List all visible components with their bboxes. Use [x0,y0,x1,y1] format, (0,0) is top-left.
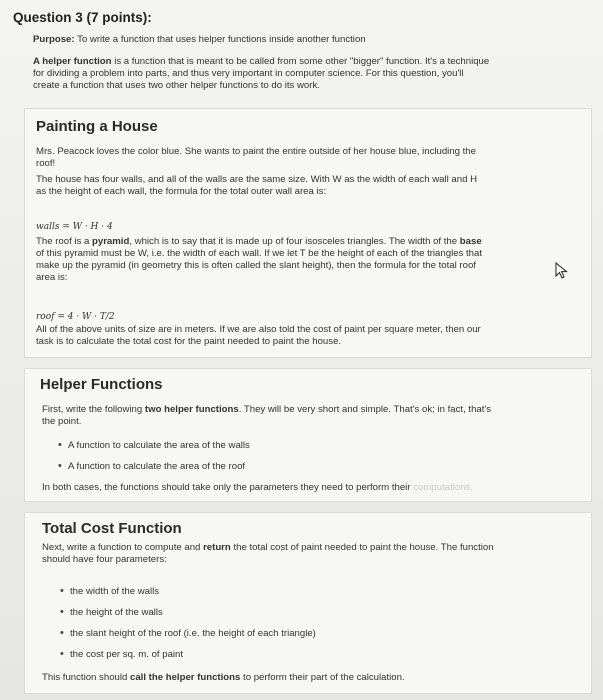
helper-term: A helper function [33,56,112,67]
helpers-intro: First, write the following two helper functions. They will be very short and simple. That's ok; in fact, that's the point. [42,404,492,427]
list-item: • the width of the walls [70,586,159,597]
total-outro: This function should call the helper functions to perform their part of the calculation. [42,672,405,683]
roof-formula: roof = 4 · W · T/2 [36,312,115,322]
total-heading: Total Cost Function [42,520,182,537]
walls-formula: walls = W · H · 4 [36,222,113,232]
purpose-line [33,34,366,45]
helper-definition: A helper function is a function that is meant to be called from some other "bigger" function. It's a technique for dividing a problem into parts, and thus very important in computer science. For this question, you'll create a function that uses two other helper functions to do its work. [33,56,490,91]
purpose-text: To write a function that uses helper functions inside another function [77,34,366,45]
walls-description: The house has four walls, and all of the walls are the same size. With W as the width of each wall and H as the height of each wall, the formula for the total outer wall area is: [36,174,477,197]
roof-description: The roof is a pyramid, which is to say that it is made up of four isosceles triangles. The width of the base of this pyramid must be W, i.e. the width of each wall. If we let T be the height of each of the triangles that make up the pyramid (in geometry this is often called the slant height), then the formula for the total roof area is: [36,236,482,283]
mouse-cursor-icon [555,262,569,280]
units-note: All of the above units of size are in meters. If we are also told the cost of paint per square meter, then our task is to calculate the total cost for the paint needed to paint the house. [36,324,481,347]
list-item: • the height of the walls [70,607,163,618]
painting-intro: Mrs. Peacock loves the color blue. She wants to paint the entire outside of her house blue, including the roof! [36,146,476,169]
list-item: • A function to calculate the area of the walls [68,440,250,451]
total-intro: Next, write a function to compute and return the total cost of paint needed to paint the house. The function should have four parameters: [42,542,494,565]
question-title: Question 3 (7 points): [13,10,152,25]
painting-heading: Painting a House [36,118,158,135]
purpose-label: Purpose: [33,34,75,45]
list-item: • the cost per sq. m. of paint [70,649,183,660]
list-item: • A function to calculate the area of the roof [68,461,245,472]
list-item: • the slant height of the roof (i.e. the height of each triangle) [70,628,316,639]
helpers-heading: Helper Functions [40,376,163,393]
helpers-outro: In both cases, the functions should take only the parameters they need to perform their computations. [42,482,473,493]
total-section [24,512,592,694]
